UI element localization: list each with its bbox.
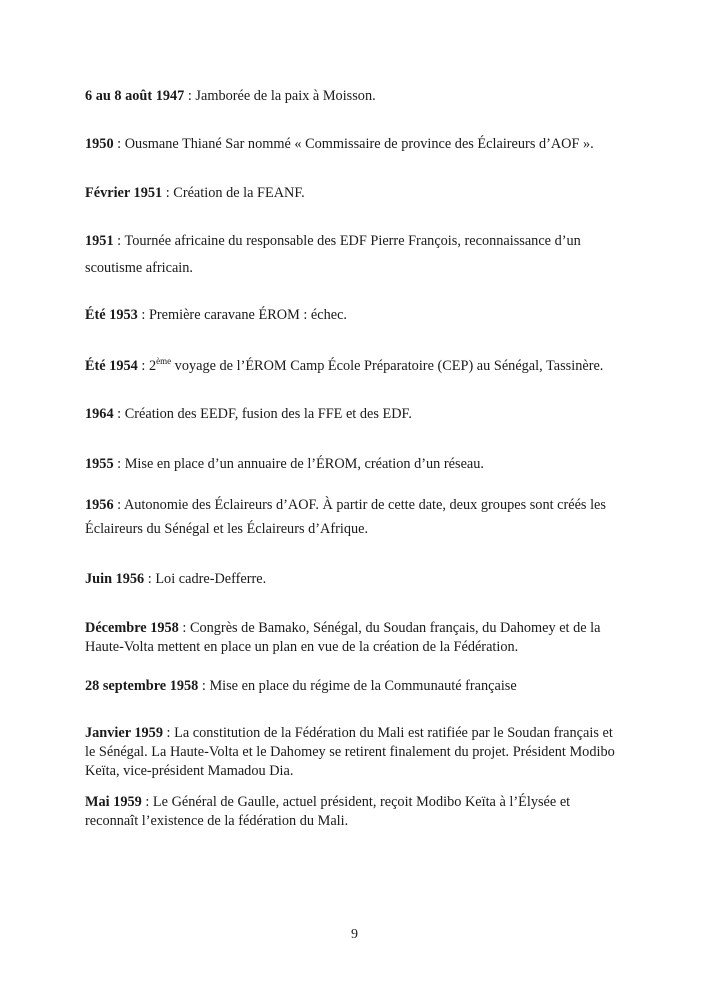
timeline-entry <box>85 132 625 156</box>
timeline-entry <box>85 181 625 205</box>
timeline-entry <box>85 228 625 282</box>
entry-date: Février 1951 <box>85 185 163 201</box>
entry-date: Janvier 1959 <box>85 725 163 741</box>
entry-separator: : <box>162 725 175 741</box>
entry-date: Été 1953 <box>85 307 138 323</box>
timeline-entry <box>85 303 625 327</box>
entry-text: Congrès de Bamako, Sénégal, du Soudan français, du Dahomey et de la Haute-Volta mettent en place un plan en vue de la création de la Fédération. <box>85 620 601 655</box>
entry-text: Jamborée de la paix à Moisson. <box>195 88 376 104</box>
entry-text: La constitution de la Fédération du Mali est ratifiée par le Soudan français et le Sénégal. La Haute-Volta et le Dahomey se retirent finalement du projet. Président Modibo Keïta, vice-président Mamadou Dia. <box>85 725 615 779</box>
entry-text: Mise en place d’un annuaire de l’ÉROM, création d’un réseau. <box>124 456 484 472</box>
entry-separator: : <box>178 620 190 636</box>
entry-date: Mai 1959 <box>85 794 142 810</box>
entry-separator: : <box>184 88 196 104</box>
entry-text: Création des EEDF, fusion des la FFE et des EDF. <box>124 406 412 422</box>
entry-date: 1950 <box>85 136 114 152</box>
entry-date: 28 septembre 1958 <box>85 678 199 694</box>
entry-date: Décembre 1958 <box>85 620 179 636</box>
timeline-entry <box>85 619 625 657</box>
entry-date: 1956 <box>85 497 114 513</box>
timeline-entry <box>85 402 625 426</box>
timeline-entry <box>85 567 625 591</box>
entry-separator: : <box>137 358 149 374</box>
entry-text: Tournée africaine du responsable des EDF Pierre François, reconnaissance d’un scoutisme africain. <box>85 233 581 276</box>
entry-separator: : <box>113 406 125 422</box>
entry-separator: : <box>162 185 174 201</box>
entry-separator: : <box>198 678 210 694</box>
entry-date: 1964 <box>85 406 114 422</box>
page-number: 9 <box>351 927 358 942</box>
entry-text: Ousmane Thiané Sar nommé « Commissaire de province des Éclaireurs d’AOF ». <box>124 136 594 152</box>
superscript-ordinal: ème <box>156 356 172 367</box>
entry-text: Loi cadre-Defferre. <box>155 571 267 587</box>
entry-text: Création de la FEANF. <box>173 185 305 201</box>
entry-text: Mise en place du régime de la Communauté française <box>209 678 517 694</box>
entry-separator: : <box>113 136 125 152</box>
entry-date: 1955 <box>85 456 114 472</box>
timeline-entry <box>85 493 625 541</box>
entry-date: Été 1954 <box>85 358 138 374</box>
timeline-entry <box>85 354 625 378</box>
entry-text: Première caravane ÉROM : échec. <box>148 307 348 323</box>
timeline-entry <box>85 793 625 831</box>
entry-text: Le Général de Gaulle, actuel président, reçoit Modibo Keïta à l’Élysée et reconnaît l’existence de la fédération du Mali. <box>85 794 571 829</box>
entry-separator: : <box>141 794 153 810</box>
entry-date: 6 au 8 août 1947 <box>85 88 185 104</box>
entry-text: Autonomie des Éclaireurs d’AOF. À partir de cette date, deux groupes sont créés les Éclaireurs du Sénégal et les Éclaireurs d’Afrique. <box>85 497 606 537</box>
entry-separator: : <box>113 233 125 249</box>
entry-separator: : <box>113 497 124 513</box>
entry-separator: : <box>113 456 125 472</box>
entry-text: voyage de l’ÉROM Camp École Préparatoire (CEP) au Sénégal, Tassinère. <box>171 358 604 374</box>
entry-separator: : <box>137 307 149 323</box>
entry-text-prefix: 2 <box>148 358 157 374</box>
entry-date: 1951 <box>85 233 114 249</box>
entry-separator: : <box>144 571 156 587</box>
timeline-entry <box>85 724 625 781</box>
timeline-entry <box>85 84 625 108</box>
timeline-entry <box>85 674 625 698</box>
timeline-entry <box>85 452 625 476</box>
entry-date: Juin 1956 <box>85 571 145 587</box>
